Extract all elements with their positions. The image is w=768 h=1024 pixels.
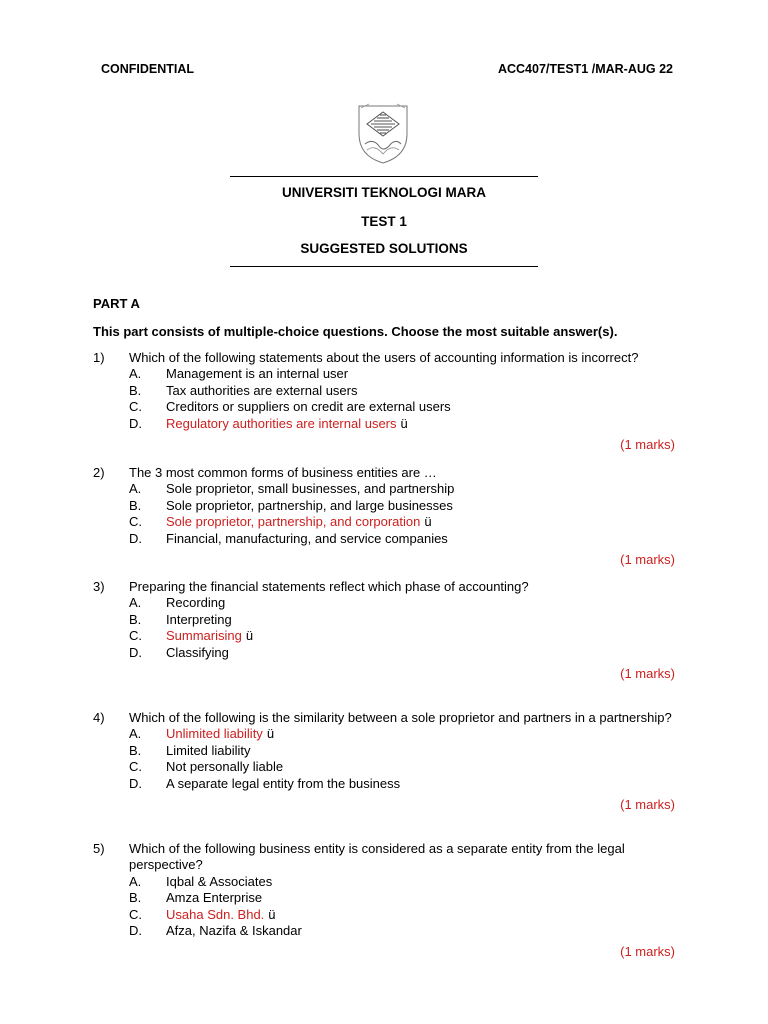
option bbox=[129, 399, 683, 415]
option-letter: A. bbox=[129, 873, 142, 889]
correct-option bbox=[129, 726, 683, 742]
correct-option bbox=[129, 628, 683, 644]
question-text: Which of the following is the similarity between a sole proprietor and partners in a partnership? bbox=[129, 710, 672, 725]
option-text: Afza, Nazifa & Iskandar bbox=[166, 923, 302, 939]
option-letter: A. bbox=[129, 366, 142, 382]
question-5 bbox=[93, 841, 683, 961]
option-text: Sole proprietor, partnership, and large businesses bbox=[166, 497, 453, 513]
option-letter: A. bbox=[129, 595, 142, 611]
option bbox=[129, 366, 683, 382]
marks-label: (1 marks) bbox=[620, 437, 675, 453]
question-number: 1) bbox=[93, 350, 105, 365]
option-letter: B. bbox=[129, 742, 142, 758]
option bbox=[129, 645, 683, 661]
option-letter: A. bbox=[129, 726, 142, 742]
option-letter: C. bbox=[129, 514, 142, 530]
option-letter: B. bbox=[129, 611, 142, 627]
question-number: 3) bbox=[93, 579, 105, 594]
question-stem bbox=[93, 710, 683, 726]
question-text: Which of the following statements about the users of accounting information is incorrect? bbox=[129, 350, 639, 365]
title-rule-top bbox=[230, 176, 538, 177]
option bbox=[129, 595, 683, 611]
option-letter: D. bbox=[129, 775, 142, 791]
option bbox=[129, 776, 683, 792]
option bbox=[129, 759, 683, 775]
question-number: 5) bbox=[93, 841, 105, 856]
option-letter: D. bbox=[129, 923, 142, 939]
option-text: Amza Enterprise bbox=[166, 890, 263, 906]
checkmark-icon: ü bbox=[400, 415, 408, 431]
option-letter: C. bbox=[129, 759, 142, 775]
question-3 bbox=[93, 579, 683, 682]
part-instruction: This part consists of multiple-choice questions. Choose the most suitable answer(s). bbox=[93, 324, 618, 339]
correct-option bbox=[129, 514, 683, 530]
correct-option bbox=[129, 907, 683, 923]
option-text: Regulatory authorities are internal users bbox=[166, 415, 397, 431]
option-text: Usaha Sdn. Bhd. bbox=[166, 906, 265, 922]
option-text: Interpreting bbox=[166, 611, 232, 627]
question-text: Which of the following business entity is considered as a separate entity from the legal perspective? bbox=[129, 841, 625, 873]
marks-label: (1 marks) bbox=[620, 552, 675, 568]
university-crest-icon bbox=[355, 100, 411, 166]
question-2 bbox=[93, 465, 683, 568]
option bbox=[129, 743, 683, 759]
option-text: Recording bbox=[166, 595, 226, 611]
option-letter: B. bbox=[129, 890, 142, 906]
option-text: Management is an internal user bbox=[166, 366, 349, 382]
option-letter: D. bbox=[129, 644, 142, 660]
option-text: Financial, manufacturing, and service companies bbox=[166, 530, 448, 546]
option-text: A separate legal entity from the business bbox=[166, 775, 401, 791]
option-text: Iqbal & Associates bbox=[166, 873, 273, 889]
question-stem bbox=[93, 350, 683, 366]
option-text: Classifying bbox=[166, 644, 229, 660]
checkmark-icon: ü bbox=[268, 906, 276, 922]
document-subtitle: SUGGESTED SOLUTIONS bbox=[300, 241, 468, 256]
option bbox=[129, 481, 683, 497]
checkmark-icon: ü bbox=[245, 628, 254, 644]
option-letter: D. bbox=[129, 530, 142, 546]
option-letter: D. bbox=[129, 415, 142, 431]
option-letter: C. bbox=[129, 628, 142, 644]
option-letter: A. bbox=[129, 481, 142, 497]
question-1 bbox=[93, 350, 683, 453]
question-number: 2) bbox=[93, 465, 105, 480]
part-label: PART A bbox=[93, 296, 140, 311]
option-text: Sole proprietor, small businesses, and partnership bbox=[166, 481, 455, 497]
checkmark-icon: ü bbox=[266, 726, 275, 742]
option-text: Creditors or suppliers on credit are external users bbox=[166, 399, 451, 415]
marks-label: (1 marks) bbox=[620, 944, 675, 960]
checkmark-icon: ü bbox=[424, 514, 432, 530]
question-number: 4) bbox=[93, 710, 105, 725]
option-text: Limited liability bbox=[166, 742, 251, 758]
option bbox=[129, 923, 683, 939]
option bbox=[129, 890, 683, 906]
question-stem bbox=[93, 465, 683, 481]
option-letter: B. bbox=[129, 497, 142, 513]
correct-option bbox=[129, 416, 683, 432]
option-letter: B. bbox=[129, 382, 142, 398]
question-text: The 3 most common forms of business entities are … bbox=[129, 465, 437, 480]
option-text: Sole proprietor, partnership, and corporation bbox=[166, 514, 421, 530]
marks-label: (1 marks) bbox=[620, 797, 675, 813]
test-title: TEST 1 bbox=[361, 214, 407, 229]
option bbox=[129, 383, 683, 399]
option bbox=[129, 531, 683, 547]
question-stem bbox=[93, 579, 683, 595]
question-stem bbox=[93, 841, 683, 874]
option bbox=[129, 874, 683, 890]
option bbox=[129, 612, 683, 628]
option-text: Unlimited liability bbox=[166, 726, 263, 742]
option-text: Summarising bbox=[166, 628, 242, 644]
title-rule-bottom bbox=[230, 266, 538, 267]
option bbox=[129, 498, 683, 514]
confidential-label: CONFIDENTIAL bbox=[101, 62, 195, 76]
option-letter: C. bbox=[129, 399, 142, 415]
option-text: Not personally liable bbox=[166, 759, 284, 775]
option-text: Tax authorities are external users bbox=[166, 382, 358, 398]
marks-label: (1 marks) bbox=[620, 666, 675, 682]
question-4 bbox=[93, 710, 683, 813]
option-letter: C. bbox=[129, 906, 142, 922]
question-text: Preparing the financial statements reflect which phase of accounting? bbox=[129, 579, 529, 594]
paper-code: ACC407/TEST1 /MAR-AUG 22 bbox=[497, 62, 673, 76]
university-name: UNIVERSITI TEKNOLOGI MARA bbox=[281, 185, 486, 200]
